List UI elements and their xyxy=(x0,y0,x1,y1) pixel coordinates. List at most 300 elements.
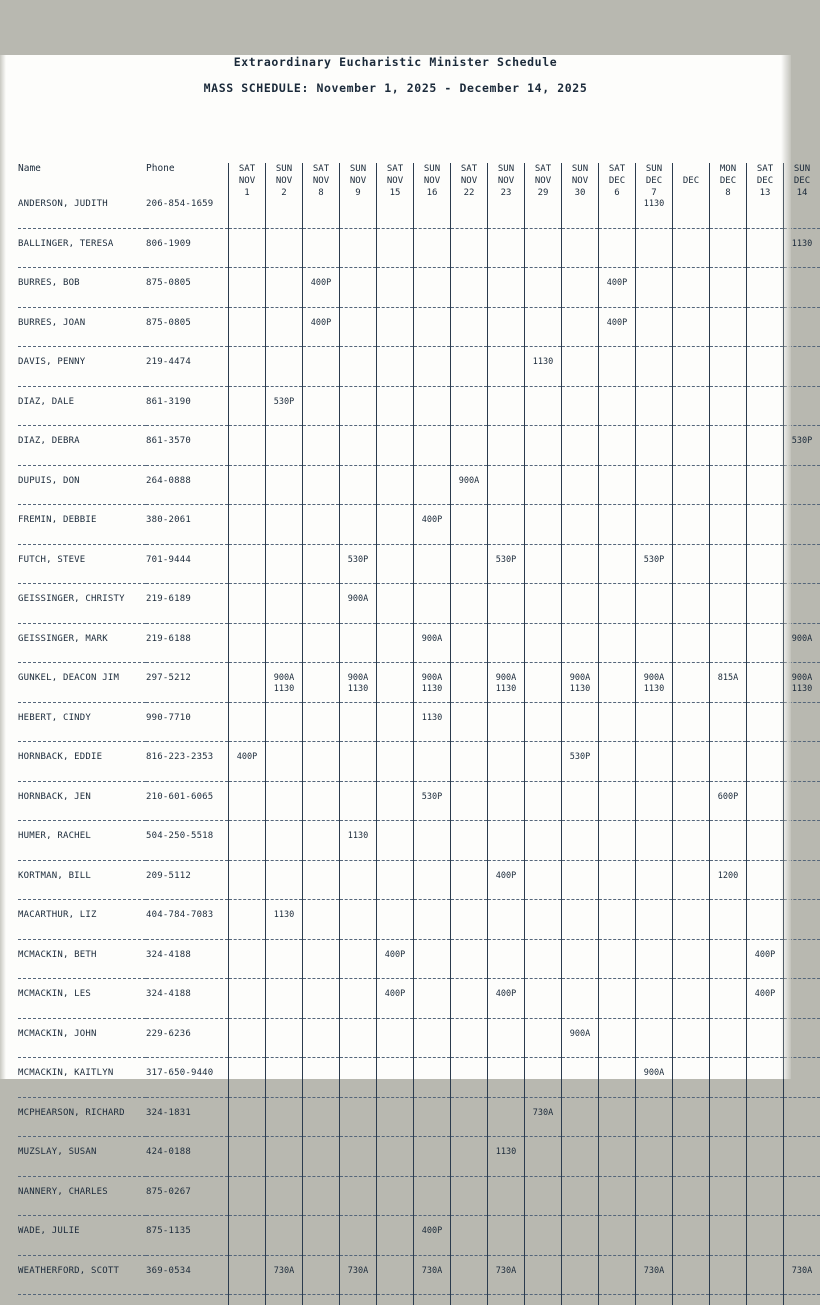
assignment-cell[interactable] xyxy=(636,278,673,307)
assignment-cell[interactable] xyxy=(488,476,525,505)
assignment-cell[interactable] xyxy=(636,752,673,781)
assignment-cell[interactable] xyxy=(340,1147,377,1176)
assignment-cell[interactable] xyxy=(414,199,451,228)
assignment-cell[interactable] xyxy=(562,1108,599,1137)
assignment-cell[interactable]: 815A xyxy=(710,673,747,702)
assignment-cell[interactable] xyxy=(599,713,636,742)
assignment-cell[interactable] xyxy=(488,397,525,426)
assignment-cell[interactable] xyxy=(784,910,820,939)
assignment-cell[interactable] xyxy=(451,436,488,465)
table-row[interactable] xyxy=(18,871,820,900)
table-row[interactable] xyxy=(18,752,820,781)
assignment-cell[interactable] xyxy=(673,515,710,544)
assignment-cell[interactable] xyxy=(562,634,599,663)
assignment-cell[interactable] xyxy=(340,871,377,900)
assignment-cell[interactable]: 900A 1130 xyxy=(266,673,303,702)
assignment-cell[interactable] xyxy=(451,318,488,347)
assignment-cell[interactable] xyxy=(673,436,710,465)
assignment-cell[interactable] xyxy=(636,436,673,465)
assignment-cell[interactable] xyxy=(784,1029,820,1058)
assignment-cell[interactable] xyxy=(266,199,303,228)
assignment-cell[interactable] xyxy=(488,634,525,663)
assignment-cell[interactable] xyxy=(525,752,562,781)
assignment-cell[interactable] xyxy=(451,555,488,584)
assignment-cell[interactable] xyxy=(451,1226,488,1255)
assignment-cell[interactable] xyxy=(599,1147,636,1176)
assignment-cell[interactable] xyxy=(525,476,562,505)
assignment-cell[interactable] xyxy=(340,397,377,426)
assignment-cell[interactable] xyxy=(673,1226,710,1255)
assignment-cell[interactable] xyxy=(266,1226,303,1255)
assignment-cell[interactable] xyxy=(451,910,488,939)
assignment-cell[interactable]: 530P xyxy=(488,555,525,584)
assignment-cell[interactable] xyxy=(451,950,488,979)
assignment-cell[interactable] xyxy=(451,1029,488,1058)
assignment-cell[interactable] xyxy=(747,792,784,821)
assignment-cell[interactable] xyxy=(377,594,414,623)
assignment-cell[interactable] xyxy=(303,397,340,426)
table-row[interactable] xyxy=(18,831,820,860)
assignment-cell[interactable] xyxy=(710,910,747,939)
assignment-cell[interactable] xyxy=(710,1108,747,1137)
assignment-cell[interactable] xyxy=(673,634,710,663)
assignment-cell[interactable] xyxy=(747,397,784,426)
assignment-cell[interactable] xyxy=(747,239,784,268)
assignment-cell[interactable] xyxy=(229,1226,266,1255)
assignment-cell[interactable] xyxy=(562,436,599,465)
assignment-cell[interactable] xyxy=(710,199,747,228)
assignment-cell[interactable] xyxy=(377,1108,414,1137)
assignment-cell[interactable] xyxy=(229,1147,266,1176)
assignment-cell[interactable] xyxy=(414,1108,451,1137)
table-row[interactable] xyxy=(18,1226,820,1255)
assignment-cell[interactable] xyxy=(303,515,340,544)
assignment-cell[interactable] xyxy=(488,436,525,465)
assignment-cell[interactable] xyxy=(414,594,451,623)
assignment-cell[interactable] xyxy=(710,1029,747,1058)
assignment-cell[interactable] xyxy=(488,950,525,979)
assignment-cell[interactable]: 400P xyxy=(747,989,784,1018)
assignment-cell[interactable]: 1130 xyxy=(340,831,377,860)
assignment-cell[interactable] xyxy=(673,1068,710,1097)
assignment-cell[interactable] xyxy=(636,1226,673,1255)
assignment-cell[interactable] xyxy=(266,1147,303,1176)
assignment-cell[interactable] xyxy=(229,436,266,465)
assignment-cell[interactable] xyxy=(525,1266,562,1295)
assignment-cell[interactable] xyxy=(710,1187,747,1216)
assignment-cell[interactable] xyxy=(488,1187,525,1216)
assignment-cell[interactable] xyxy=(451,1108,488,1137)
assignment-cell[interactable] xyxy=(747,357,784,386)
assignment-cell[interactable] xyxy=(599,397,636,426)
assignment-cell[interactable]: 900A 1130 xyxy=(636,673,673,702)
assignment-cell[interactable] xyxy=(266,1187,303,1216)
assignment-cell[interactable] xyxy=(303,673,340,702)
assignment-cell[interactable]: 400P xyxy=(599,318,636,347)
assignment-cell[interactable] xyxy=(303,1147,340,1176)
assignment-cell[interactable]: 900A 1130 xyxy=(488,673,525,702)
assignment-cell[interactable] xyxy=(229,634,266,663)
assignment-cell[interactable] xyxy=(747,1108,784,1137)
assignment-cell[interactable] xyxy=(340,515,377,544)
assignment-cell[interactable] xyxy=(599,1029,636,1058)
assignment-cell[interactable] xyxy=(784,318,820,347)
assignment-cell[interactable] xyxy=(266,752,303,781)
assignment-cell[interactable] xyxy=(451,1068,488,1097)
assignment-cell[interactable] xyxy=(525,989,562,1018)
assignment-cell[interactable] xyxy=(451,634,488,663)
assignment-cell[interactable] xyxy=(303,1108,340,1137)
assignment-cell[interactable] xyxy=(599,752,636,781)
assignment-cell[interactable] xyxy=(303,199,340,228)
assignment-cell[interactable] xyxy=(525,713,562,742)
assignment-cell[interactable] xyxy=(414,989,451,1018)
assignment-cell[interactable] xyxy=(377,792,414,821)
assignment-cell[interactable]: 900A xyxy=(340,594,377,623)
assignment-cell[interactable] xyxy=(636,1147,673,1176)
assignment-cell[interactable] xyxy=(303,871,340,900)
assignment-cell[interactable] xyxy=(636,871,673,900)
assignment-cell[interactable] xyxy=(266,713,303,742)
assignment-cell[interactable]: 1130 xyxy=(266,910,303,939)
assignment-cell[interactable] xyxy=(266,515,303,544)
assignment-cell[interactable] xyxy=(414,555,451,584)
assignment-cell[interactable] xyxy=(747,555,784,584)
assignment-cell[interactable] xyxy=(784,1147,820,1176)
assignment-cell[interactable] xyxy=(303,989,340,1018)
assignment-cell[interactable] xyxy=(710,515,747,544)
table-row[interactable] xyxy=(18,634,820,663)
assignment-cell[interactable]: 1200 xyxy=(710,871,747,900)
assignment-cell[interactable] xyxy=(784,752,820,781)
assignment-cell[interactable] xyxy=(673,831,710,860)
assignment-cell[interactable] xyxy=(377,515,414,544)
assignment-cell[interactable] xyxy=(599,357,636,386)
assignment-cell[interactable] xyxy=(340,476,377,505)
assignment-cell[interactable] xyxy=(377,1226,414,1255)
assignment-cell[interactable] xyxy=(229,476,266,505)
assignment-cell[interactable] xyxy=(747,634,784,663)
assignment-cell[interactable] xyxy=(673,278,710,307)
assignment-cell[interactable] xyxy=(229,594,266,623)
assignment-cell[interactable] xyxy=(747,1187,784,1216)
assignment-cell[interactable] xyxy=(599,515,636,544)
assignment-cell[interactable] xyxy=(266,436,303,465)
assignment-cell[interactable]: 730A xyxy=(525,1108,562,1137)
assignment-cell[interactable] xyxy=(784,1226,820,1255)
assignment-cell[interactable] xyxy=(488,1029,525,1058)
assignment-cell[interactable] xyxy=(599,1187,636,1216)
assignment-cell[interactable] xyxy=(636,397,673,426)
assignment-cell[interactable] xyxy=(266,239,303,268)
assignment-cell[interactable] xyxy=(525,515,562,544)
assignment-cell[interactable] xyxy=(673,397,710,426)
table-row[interactable] xyxy=(18,1147,820,1176)
assignment-cell[interactable] xyxy=(451,199,488,228)
assignment-cell[interactable]: 730A xyxy=(488,1266,525,1295)
table-row[interactable] xyxy=(18,1187,820,1216)
assignment-cell[interactable] xyxy=(562,1226,599,1255)
assignment-cell[interactable] xyxy=(340,357,377,386)
assignment-cell[interactable] xyxy=(451,989,488,1018)
assignment-cell[interactable] xyxy=(636,950,673,979)
assignment-cell[interactable] xyxy=(414,752,451,781)
table-row[interactable] xyxy=(18,1068,820,1097)
assignment-cell[interactable] xyxy=(414,831,451,860)
assignment-cell[interactable] xyxy=(451,1147,488,1176)
assignment-cell[interactable] xyxy=(710,831,747,860)
assignment-cell[interactable] xyxy=(377,278,414,307)
assignment-cell[interactable] xyxy=(229,357,266,386)
assignment-cell[interactable] xyxy=(562,594,599,623)
assignment-cell[interactable] xyxy=(784,831,820,860)
assignment-cell[interactable]: 730A xyxy=(636,1266,673,1295)
assignment-cell[interactable] xyxy=(673,239,710,268)
assignment-cell[interactable] xyxy=(747,910,784,939)
assignment-cell[interactable]: 400P xyxy=(414,1226,451,1255)
assignment-cell[interactable] xyxy=(784,278,820,307)
assignment-cell[interactable] xyxy=(784,1108,820,1137)
assignment-cell[interactable] xyxy=(488,199,525,228)
assignment-cell[interactable] xyxy=(414,476,451,505)
assignment-cell[interactable] xyxy=(266,831,303,860)
assignment-cell[interactable] xyxy=(747,1029,784,1058)
assignment-cell[interactable] xyxy=(525,871,562,900)
assignment-cell[interactable]: 900A 1130 xyxy=(340,673,377,702)
assignment-cell[interactable] xyxy=(636,910,673,939)
assignment-cell[interactable] xyxy=(710,989,747,1018)
assignment-cell[interactable] xyxy=(525,1029,562,1058)
assignment-cell[interactable] xyxy=(710,555,747,584)
assignment-cell[interactable] xyxy=(784,1068,820,1097)
assignment-cell[interactable] xyxy=(525,1187,562,1216)
assignment-cell[interactable] xyxy=(747,1226,784,1255)
table-row[interactable] xyxy=(18,1029,820,1058)
assignment-cell[interactable] xyxy=(377,476,414,505)
assignment-cell[interactable] xyxy=(451,357,488,386)
assignment-cell[interactable] xyxy=(747,278,784,307)
assignment-cell[interactable]: 400P xyxy=(747,950,784,979)
assignment-cell[interactable] xyxy=(340,318,377,347)
assignment-cell[interactable] xyxy=(636,515,673,544)
assignment-cell[interactable] xyxy=(784,199,820,228)
assignment-cell[interactable] xyxy=(377,1187,414,1216)
assignment-cell[interactable] xyxy=(451,831,488,860)
assignment-cell[interactable] xyxy=(673,989,710,1018)
assignment-cell[interactable] xyxy=(562,515,599,544)
assignment-cell[interactable] xyxy=(636,1029,673,1058)
assignment-cell[interactable] xyxy=(562,871,599,900)
assignment-cell[interactable] xyxy=(488,792,525,821)
assignment-cell[interactable] xyxy=(377,1029,414,1058)
assignment-cell[interactable] xyxy=(414,1147,451,1176)
assignment-cell[interactable]: 900A xyxy=(414,634,451,663)
assignment-cell[interactable] xyxy=(451,752,488,781)
assignment-cell[interactable] xyxy=(562,713,599,742)
assignment-cell[interactable] xyxy=(229,1266,266,1295)
assignment-cell[interactable] xyxy=(488,713,525,742)
table-row[interactable] xyxy=(18,910,820,939)
assignment-cell[interactable] xyxy=(599,950,636,979)
assignment-cell[interactable] xyxy=(414,357,451,386)
assignment-cell[interactable] xyxy=(266,871,303,900)
assignment-cell[interactable] xyxy=(710,950,747,979)
assignment-cell[interactable] xyxy=(710,239,747,268)
assignment-cell[interactable] xyxy=(747,436,784,465)
assignment-cell[interactable] xyxy=(673,1187,710,1216)
assignment-cell[interactable] xyxy=(562,476,599,505)
assignment-cell[interactable] xyxy=(229,278,266,307)
assignment-cell[interactable] xyxy=(266,1108,303,1137)
assignment-cell[interactable] xyxy=(710,357,747,386)
assignment-cell[interactable] xyxy=(414,1187,451,1216)
assignment-cell[interactable] xyxy=(599,1068,636,1097)
assignment-cell[interactable] xyxy=(229,673,266,702)
assignment-cell[interactable] xyxy=(266,357,303,386)
assignment-cell[interactable] xyxy=(266,278,303,307)
assignment-cell[interactable] xyxy=(784,476,820,505)
assignment-cell[interactable] xyxy=(340,1108,377,1137)
assignment-cell[interactable] xyxy=(377,357,414,386)
assignment-cell[interactable] xyxy=(377,555,414,584)
assignment-cell[interactable] xyxy=(488,831,525,860)
assignment-cell[interactable] xyxy=(673,871,710,900)
assignment-cell[interactable] xyxy=(747,713,784,742)
assignment-cell[interactable] xyxy=(673,594,710,623)
assignment-cell[interactable] xyxy=(673,1147,710,1176)
assignment-cell[interactable] xyxy=(525,950,562,979)
assignment-cell[interactable] xyxy=(710,476,747,505)
assignment-cell[interactable] xyxy=(710,1068,747,1097)
assignment-cell[interactable] xyxy=(673,752,710,781)
assignment-cell[interactable] xyxy=(266,989,303,1018)
assignment-cell[interactable] xyxy=(303,950,340,979)
assignment-cell[interactable] xyxy=(340,634,377,663)
assignment-cell[interactable]: 900A xyxy=(636,1068,673,1097)
assignment-cell[interactable] xyxy=(673,318,710,347)
assignment-cell[interactable] xyxy=(525,239,562,268)
assignment-cell[interactable] xyxy=(229,950,266,979)
assignment-cell[interactable] xyxy=(229,713,266,742)
assignment-cell[interactable] xyxy=(710,634,747,663)
assignment-cell[interactable] xyxy=(229,515,266,544)
assignment-cell[interactable] xyxy=(599,239,636,268)
assignment-cell[interactable]: 1130 xyxy=(636,199,673,228)
assignment-cell[interactable] xyxy=(340,792,377,821)
assignment-cell[interactable] xyxy=(303,713,340,742)
assignment-cell[interactable] xyxy=(229,792,266,821)
assignment-cell[interactable] xyxy=(525,278,562,307)
assignment-cell[interactable]: 730A xyxy=(784,1266,820,1295)
assignment-cell[interactable] xyxy=(451,515,488,544)
assignment-cell[interactable] xyxy=(599,1266,636,1295)
assignment-cell[interactable]: 900A 1130 xyxy=(414,673,451,702)
table-row[interactable] xyxy=(18,1108,820,1137)
assignment-cell[interactable] xyxy=(784,713,820,742)
assignment-cell[interactable] xyxy=(747,199,784,228)
assignment-cell[interactable] xyxy=(266,792,303,821)
assignment-cell[interactable] xyxy=(784,1187,820,1216)
assignment-cell[interactable] xyxy=(303,239,340,268)
assignment-cell[interactable] xyxy=(229,1108,266,1137)
assignment-cell[interactable] xyxy=(525,1147,562,1176)
assignment-cell[interactable] xyxy=(673,1108,710,1137)
assignment-cell[interactable] xyxy=(488,1108,525,1137)
assignment-cell[interactable] xyxy=(229,989,266,1018)
assignment-cell[interactable] xyxy=(525,910,562,939)
assignment-cell[interactable] xyxy=(266,950,303,979)
assignment-cell[interactable] xyxy=(673,713,710,742)
assignment-cell[interactable] xyxy=(599,594,636,623)
assignment-cell[interactable] xyxy=(525,1068,562,1097)
assignment-cell[interactable] xyxy=(562,1068,599,1097)
assignment-cell[interactable] xyxy=(340,199,377,228)
assignment-cell[interactable] xyxy=(488,239,525,268)
assignment-cell[interactable] xyxy=(525,634,562,663)
assignment-cell[interactable]: 900A xyxy=(562,1029,599,1058)
assignment-cell[interactable] xyxy=(599,634,636,663)
assignment-cell[interactable] xyxy=(599,436,636,465)
assignment-cell[interactable] xyxy=(414,318,451,347)
assignment-cell[interactable] xyxy=(710,397,747,426)
table-row[interactable] xyxy=(18,318,820,347)
assignment-cell[interactable] xyxy=(266,318,303,347)
assignment-cell[interactable]: 400P xyxy=(229,752,266,781)
assignment-cell[interactable]: 530P xyxy=(636,555,673,584)
assignment-cell[interactable]: 1130 xyxy=(525,357,562,386)
assignment-cell[interactable] xyxy=(599,673,636,702)
table-row[interactable] xyxy=(18,989,820,1018)
assignment-cell[interactable] xyxy=(266,594,303,623)
assignment-cell[interactable] xyxy=(303,634,340,663)
assignment-cell[interactable] xyxy=(451,278,488,307)
assignment-cell[interactable]: 400P xyxy=(488,871,525,900)
assignment-cell[interactable] xyxy=(488,515,525,544)
assignment-cell[interactable] xyxy=(710,318,747,347)
assignment-cell[interactable] xyxy=(303,1187,340,1216)
assignment-cell[interactable] xyxy=(451,239,488,268)
assignment-cell[interactable] xyxy=(525,397,562,426)
assignment-cell[interactable] xyxy=(710,713,747,742)
assignment-cell[interactable] xyxy=(673,673,710,702)
assignment-cell[interactable]: 530P xyxy=(414,792,451,821)
assignment-cell[interactable] xyxy=(747,1147,784,1176)
assignment-cell[interactable] xyxy=(377,1266,414,1295)
assignment-cell[interactable] xyxy=(599,831,636,860)
assignment-cell[interactable] xyxy=(377,910,414,939)
assignment-cell[interactable] xyxy=(414,1029,451,1058)
assignment-cell[interactable] xyxy=(747,752,784,781)
assignment-cell[interactable] xyxy=(229,910,266,939)
assignment-cell[interactable] xyxy=(303,1068,340,1097)
assignment-cell[interactable] xyxy=(636,357,673,386)
assignment-cell[interactable] xyxy=(710,436,747,465)
assignment-cell[interactable] xyxy=(784,397,820,426)
assignment-cell[interactable] xyxy=(784,792,820,821)
assignment-cell[interactable] xyxy=(414,950,451,979)
assignment-cell[interactable]: 400P xyxy=(377,989,414,1018)
assignment-cell[interactable] xyxy=(636,594,673,623)
assignment-cell[interactable] xyxy=(451,871,488,900)
assignment-cell[interactable] xyxy=(747,476,784,505)
assignment-cell[interactable] xyxy=(377,673,414,702)
assignment-cell[interactable] xyxy=(414,397,451,426)
assignment-cell[interactable]: 600P xyxy=(710,792,747,821)
assignment-cell[interactable] xyxy=(636,792,673,821)
assignment-cell[interactable] xyxy=(562,910,599,939)
assignment-cell[interactable] xyxy=(414,239,451,268)
assignment-cell[interactable] xyxy=(710,752,747,781)
